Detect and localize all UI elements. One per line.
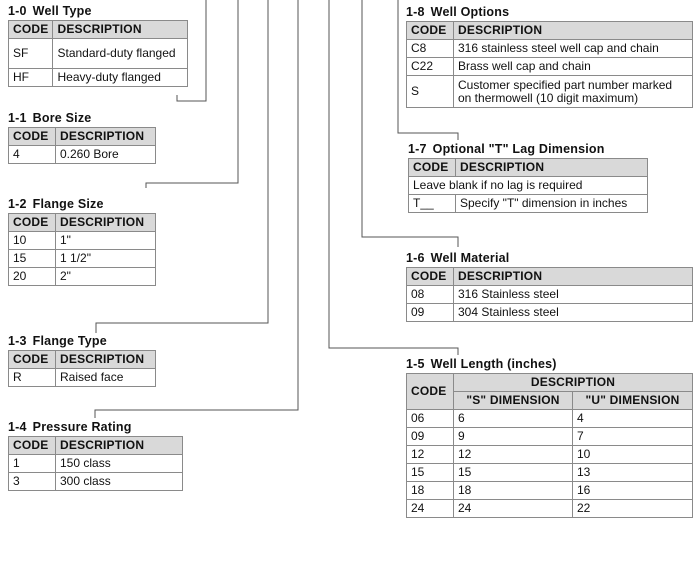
table-row bbox=[9, 455, 183, 473]
section-code: 1-5 bbox=[406, 357, 425, 371]
cell-description: Heavy-duty flanged bbox=[53, 69, 188, 87]
well-type-table bbox=[8, 20, 188, 87]
section-bore-size bbox=[8, 109, 156, 164]
cell-description: 316 stainless steel well cap and chain bbox=[454, 40, 693, 58]
col-code-header: CODE bbox=[9, 128, 56, 146]
col-s-dimension-header: "S" DIMENSION bbox=[454, 392, 573, 410]
cell-s-dimension: 9 bbox=[454, 428, 573, 446]
col-description-header: DESCRIPTION bbox=[56, 351, 156, 369]
cell-u-dimension: 16 bbox=[573, 482, 693, 500]
col-description-header: DESCRIPTION bbox=[56, 128, 156, 146]
table-row bbox=[9, 473, 183, 491]
table-row bbox=[407, 58, 693, 76]
cell-code: 15 bbox=[407, 464, 454, 482]
cell-code: C22 bbox=[407, 58, 454, 76]
section-code: 1-2 bbox=[8, 197, 27, 211]
col-description-header: DESCRIPTION bbox=[56, 437, 183, 455]
cell-s-dimension: 6 bbox=[454, 410, 573, 428]
cell-code: 08 bbox=[407, 286, 454, 304]
section-well-material bbox=[406, 249, 693, 322]
well-length-table bbox=[406, 373, 693, 518]
cell-code: 09 bbox=[407, 304, 454, 322]
table-row bbox=[9, 232, 156, 250]
table-row bbox=[409, 195, 648, 213]
section-title bbox=[406, 249, 693, 267]
table-row bbox=[407, 446, 693, 464]
table-row bbox=[407, 482, 693, 500]
cell-s-dimension: 24 bbox=[454, 500, 573, 518]
section-title bbox=[8, 195, 156, 213]
section-code: 1-6 bbox=[406, 251, 425, 265]
col-code-header: CODE bbox=[407, 22, 454, 40]
section-title bbox=[8, 332, 156, 350]
cell-code: 09 bbox=[407, 428, 454, 446]
col-description-header: DESCRIPTION bbox=[454, 374, 693, 392]
cell-u-dimension: 4 bbox=[573, 410, 693, 428]
section-pressure-rating bbox=[8, 418, 183, 491]
cell-code: T__ bbox=[409, 195, 456, 213]
section-well-length bbox=[406, 355, 693, 518]
blank-note-cell: Leave blank if no lag is required bbox=[409, 177, 648, 195]
col-description-header: DESCRIPTION bbox=[454, 22, 693, 40]
cell-code: 18 bbox=[407, 482, 454, 500]
table-row bbox=[407, 464, 693, 482]
cell-s-dimension: 18 bbox=[454, 482, 573, 500]
section-name: Well Options bbox=[430, 5, 510, 19]
section-optional-t-lag bbox=[408, 140, 648, 213]
table-row bbox=[407, 304, 693, 322]
table-row bbox=[9, 250, 156, 268]
table-row bbox=[407, 410, 693, 428]
section-code: 1-1 bbox=[8, 111, 27, 125]
section-name: Flange Type bbox=[32, 334, 107, 348]
section-well-options bbox=[406, 3, 693, 108]
optional-t-lag-table bbox=[408, 158, 648, 213]
cell-description: 150 class bbox=[56, 455, 183, 473]
section-title bbox=[8, 2, 188, 20]
section-code: 1-3 bbox=[8, 334, 27, 348]
section-code: 1-4 bbox=[8, 420, 27, 434]
cell-code: 1 bbox=[9, 455, 56, 473]
cell-description: 2" bbox=[56, 268, 156, 286]
table-row bbox=[407, 40, 693, 58]
table-row bbox=[407, 428, 693, 446]
cell-u-dimension: 10 bbox=[573, 446, 693, 464]
cell-description: Customer specified part number marked on thermowell (10 digit maximum) bbox=[454, 76, 693, 108]
cell-description: Brass well cap and chain bbox=[454, 58, 693, 76]
section-title bbox=[406, 3, 693, 21]
section-code: 1-8 bbox=[406, 5, 425, 19]
section-name: Well Type bbox=[32, 4, 92, 18]
section-title bbox=[8, 109, 156, 127]
col-code-header: CODE bbox=[409, 159, 456, 177]
table-row bbox=[9, 369, 156, 387]
cell-description: 300 class bbox=[56, 473, 183, 491]
cell-code: 20 bbox=[9, 268, 56, 286]
col-description-header: DESCRIPTION bbox=[454, 268, 693, 286]
cell-code: 06 bbox=[407, 410, 454, 428]
cell-code: C8 bbox=[407, 40, 454, 58]
cell-code: 24 bbox=[407, 500, 454, 518]
col-code-header: CODE bbox=[9, 214, 56, 232]
cell-description: 316 Stainless steel bbox=[454, 286, 693, 304]
well-material-table bbox=[406, 267, 693, 322]
cell-code: 3 bbox=[9, 473, 56, 491]
cell-u-dimension: 13 bbox=[573, 464, 693, 482]
cell-code: SF bbox=[9, 39, 53, 69]
section-well-type bbox=[8, 2, 188, 87]
cell-u-dimension: 7 bbox=[573, 428, 693, 446]
table-row bbox=[9, 268, 156, 286]
table-row bbox=[9, 69, 188, 87]
cell-code: 15 bbox=[9, 250, 56, 268]
col-code-header: CODE bbox=[9, 21, 53, 39]
table-row bbox=[409, 177, 648, 195]
pressure-rating-table bbox=[8, 436, 183, 491]
bore-size-table bbox=[8, 127, 156, 164]
cell-description: 0.260 Bore bbox=[56, 146, 156, 164]
cell-description: Specify "T" dimension in inches bbox=[456, 195, 648, 213]
section-name: Well Length (inches) bbox=[430, 357, 557, 371]
cell-code: 12 bbox=[407, 446, 454, 464]
col-description-header: DESCRIPTION bbox=[53, 21, 188, 39]
cell-code: R bbox=[9, 369, 56, 387]
col-code-header: CODE bbox=[9, 351, 56, 369]
section-name: Optional "T" Lag Dimension bbox=[432, 142, 605, 156]
section-name: Well Material bbox=[430, 251, 510, 265]
section-title bbox=[8, 418, 183, 436]
cell-code: S bbox=[407, 76, 454, 108]
col-u-dimension-header: "U" DIMENSION bbox=[573, 392, 693, 410]
table-row bbox=[407, 500, 693, 518]
cell-code: 10 bbox=[9, 232, 56, 250]
section-title bbox=[406, 355, 693, 373]
section-code: 1-0 bbox=[8, 4, 27, 18]
flange-size-table bbox=[8, 213, 156, 286]
cell-description: Standard-duty flanged bbox=[53, 39, 188, 69]
cell-description: Raised face bbox=[56, 369, 156, 387]
cell-description: 304 Stainless steel bbox=[454, 304, 693, 322]
table-row bbox=[9, 39, 188, 69]
section-flange-size bbox=[8, 195, 156, 286]
section-name: Bore Size bbox=[32, 111, 92, 125]
section-name: Flange Size bbox=[32, 197, 104, 211]
cell-description: 1 1/2" bbox=[56, 250, 156, 268]
section-title bbox=[408, 140, 648, 158]
cell-u-dimension: 22 bbox=[573, 500, 693, 518]
table-row bbox=[407, 76, 693, 108]
col-code-header: CODE bbox=[407, 268, 454, 286]
col-code-header: CODE bbox=[407, 374, 454, 410]
section-flange-type bbox=[8, 332, 156, 387]
table-row bbox=[407, 286, 693, 304]
section-name: Pressure Rating bbox=[32, 420, 132, 434]
col-description-header: DESCRIPTION bbox=[56, 214, 156, 232]
cell-code: 4 bbox=[9, 146, 56, 164]
cell-s-dimension: 12 bbox=[454, 446, 573, 464]
section-code: 1-7 bbox=[408, 142, 427, 156]
cell-s-dimension: 15 bbox=[454, 464, 573, 482]
col-description-header: DESCRIPTION bbox=[456, 159, 648, 177]
cell-description: 1" bbox=[56, 232, 156, 250]
flange-type-table bbox=[8, 350, 156, 387]
cell-code: HF bbox=[9, 69, 53, 87]
col-code-header: CODE bbox=[9, 437, 56, 455]
well-options-table bbox=[406, 21, 693, 108]
table-row bbox=[9, 146, 156, 164]
